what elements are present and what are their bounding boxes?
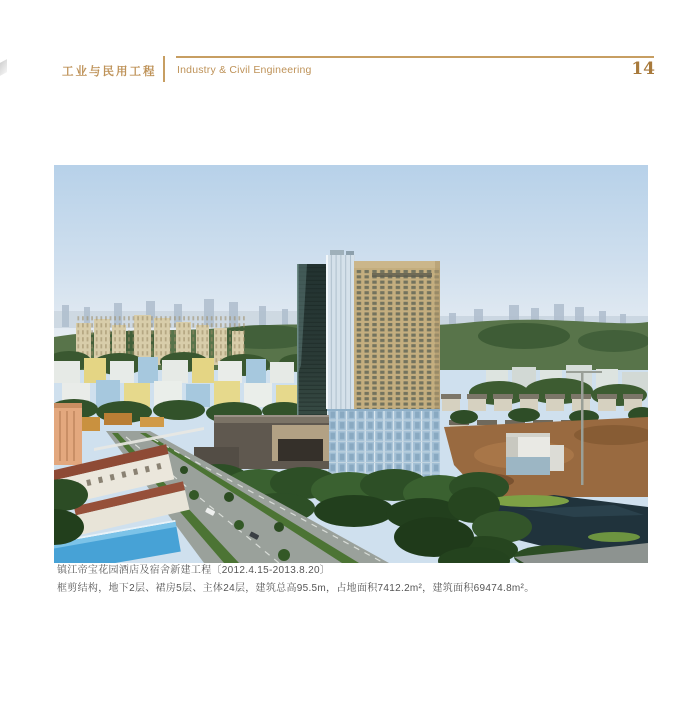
photo-caption (57, 564, 637, 600)
header-divider (163, 56, 165, 82)
tower-crane (581, 373, 584, 485)
project-photo (54, 165, 648, 563)
caption-line-2: 框剪结构，地下2层、裙房5层、主体24层，建筑总高95.5m，占地面积7412.2m²，建筑面积69474.8m²。 (57, 583, 535, 594)
header-rule (176, 56, 654, 58)
section-title-chinese: 工业与民用工程 (62, 66, 157, 78)
left-apartment-blocks (54, 357, 316, 407)
caption-line-1: 镇江帝宝花园酒店及宿舍新建工程〔2012.4.15-2013.8.20〕 (57, 565, 331, 576)
scan-edge-artifact (0, 59, 7, 76)
page-number: 14 (631, 59, 655, 79)
section-title-english: Industry & Civil Engineering (177, 64, 312, 76)
tower-tan-facade (354, 261, 440, 409)
project-photo-illustration (54, 165, 648, 563)
